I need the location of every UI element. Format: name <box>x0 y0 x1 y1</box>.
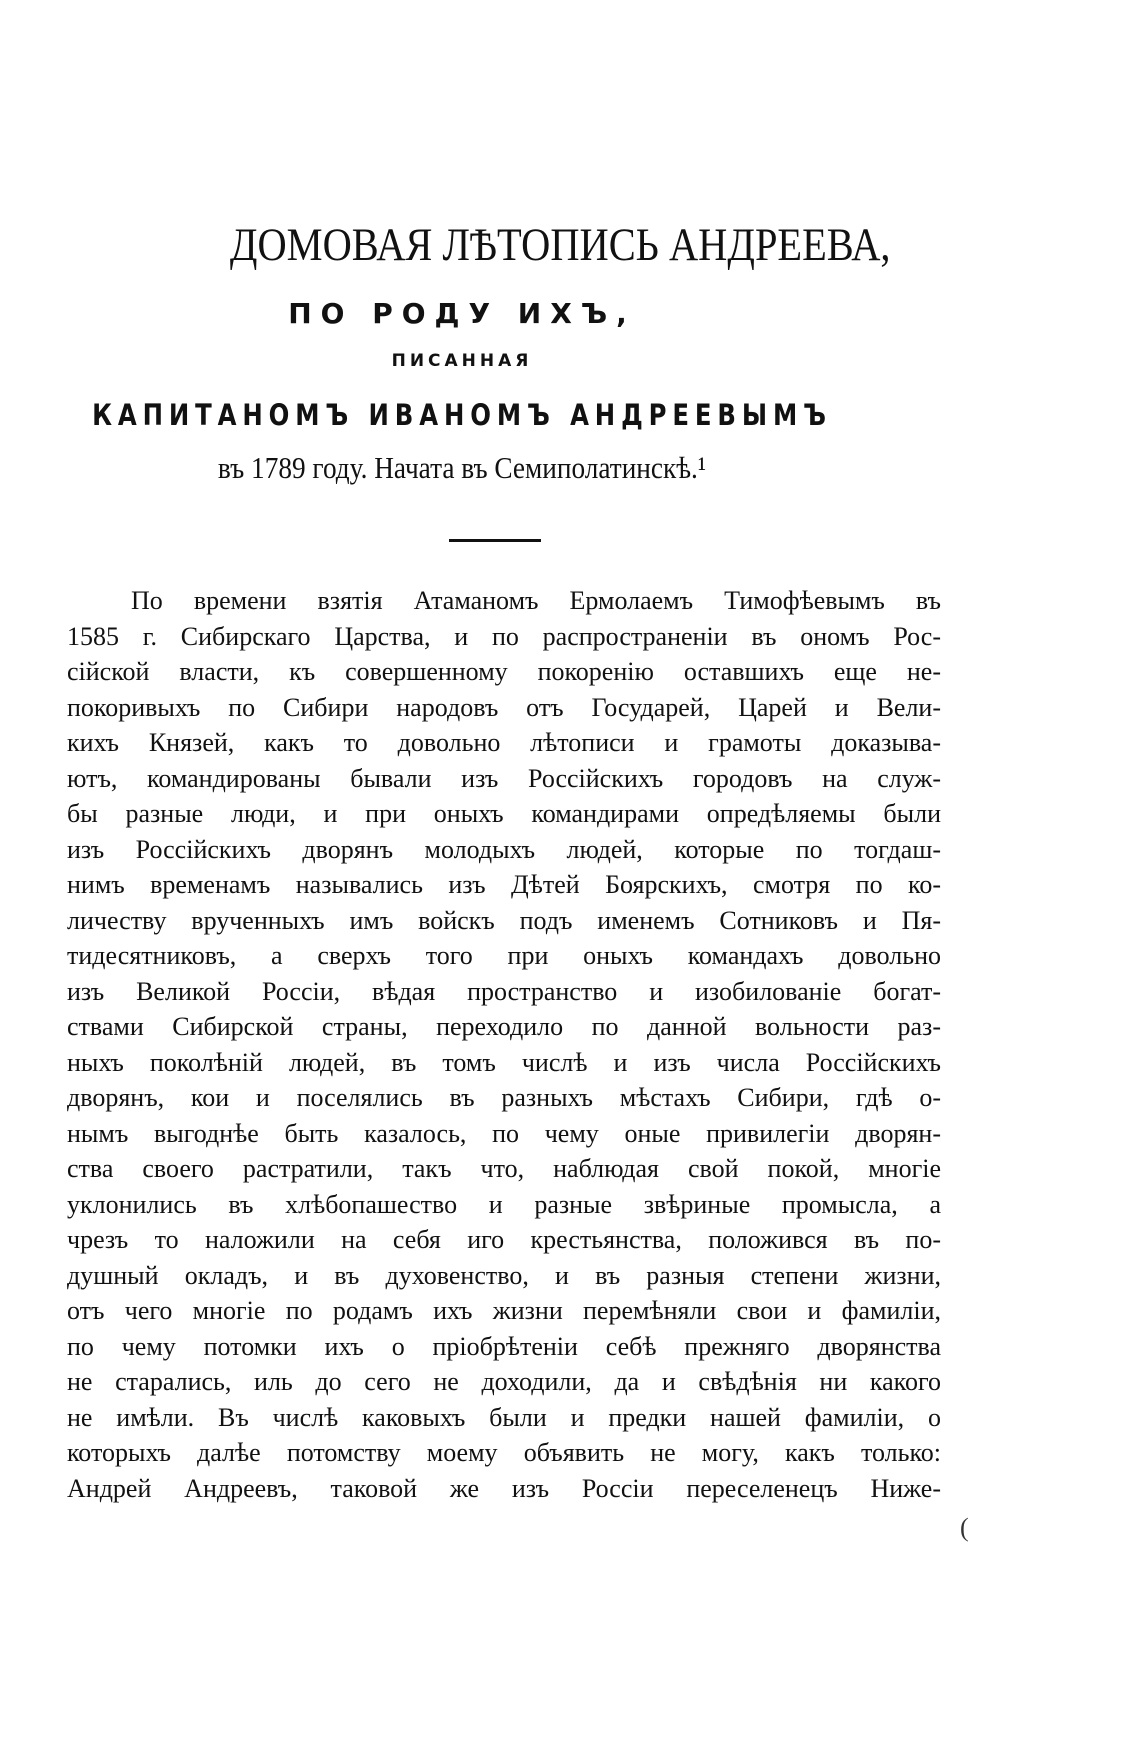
body-line: тидесятниковъ, а сверхъ того при оныхъ командахъ довольно <box>67 941 941 970</box>
body-line: кихъ Князей, какъ то довольно лѣтописи и грамоты доказыва- <box>67 728 941 757</box>
body-line: бы разные люди, и при оныхъ командирами опредѣляемы были <box>67 799 941 828</box>
body-line: личеству врученныхъ имъ войскъ подъ именемъ Сотниковъ и Пя- <box>67 905 941 935</box>
body-line: ныхъ поколѣній людей, въ томъ числѣ и изъ числа Россійскихъ <box>67 1047 941 1077</box>
body-line: 1585 г. Сибирскаго Царства, и по распространеніи въ ономъ Рос- <box>67 621 941 651</box>
body-line: которыхъ далѣе потомству моему объявить не могу, какъ только: <box>67 1438 941 1467</box>
body-line: По времени взятія Атаманомъ Ермолаемъ Тимофѣевымъ въ <box>131 586 941 615</box>
written-by-label: ПИСАННАЯ <box>391 351 533 371</box>
date-place-line: въ 1789 году. Начата въ Семиполатинскѣ.¹ <box>217 450 707 485</box>
document-title: ДОМОВАЯ ЛѢТОПИСЬ АНДРЕЕВА, <box>229 219 891 271</box>
body-line: уклонились въ хлѣбопашество и разные звѣриные промысла, а <box>67 1189 941 1219</box>
author-line: КАПИТАНОМЪ ИВАНОМЪ АНДРЕЕВЫМЪ <box>92 398 832 432</box>
margin-mark: ( <box>960 1513 969 1542</box>
document-subtitle: ПО РОДУ ИХЪ, <box>288 297 636 330</box>
body-line: не старались, иль до сего не доходили, да и свѣдѣнія ни какого <box>67 1367 941 1396</box>
body-line: нымъ выгоднѣе быть казалось, по чему оные привилегіи дворян- <box>67 1118 941 1148</box>
body-line: нимъ временамъ назывались изъ Дѣтей Боярскихъ, смотря по ко- <box>67 870 941 899</box>
body-paragraph <box>67 583 941 1506</box>
body-line: Андрей Андреевъ, таковой же изъ Россіи переселенецъ Ниже- <box>67 1473 941 1503</box>
body-line: ствами Сибирской страны, переходило по данной вольности раз- <box>67 1012 941 1041</box>
body-line: дворянъ, кои и поселялись въ разныхъ мѣстахъ Сибири, гдѣ о- <box>67 1083 941 1112</box>
body-line: ства своего растратили, такъ что, наблюдая свой покой, многіе <box>67 1154 941 1183</box>
title-divider <box>449 539 541 542</box>
body-line: ютъ, командированы бывали изъ Россійскихъ городовъ на служ- <box>67 763 941 793</box>
body-line: сійской власти, къ совершенному покоренію оставшихъ еще не- <box>67 657 941 686</box>
body-line: душный окладъ, и въ духовенство, и въ разныя степени жизни, <box>67 1260 941 1290</box>
body-line: отъ чего многіе по родамъ ихъ жизни перемѣняли свои и фамиліи, <box>67 1296 941 1325</box>
body-line: не имѣли. Въ числѣ каковыхъ были и предки нашей фамиліи, о <box>67 1402 941 1432</box>
body-line: изъ Великой Россіи, вѣдая пространство и изобилованіе богат- <box>67 976 941 1006</box>
body-line: чрезъ то наложили на себя иго крестьянства, положився въ по- <box>67 1225 941 1254</box>
body-line: по чему потомки ихъ о пріобрѣтеніи себѣ прежняго дворянства <box>67 1331 941 1361</box>
body-line: изъ Россійскихъ дворянъ молодыхъ людей, которые по тогдаш- <box>67 834 941 864</box>
body-line: покоривыхъ по Сибири народовъ отъ Государей, Царей и Вели- <box>67 692 941 722</box>
